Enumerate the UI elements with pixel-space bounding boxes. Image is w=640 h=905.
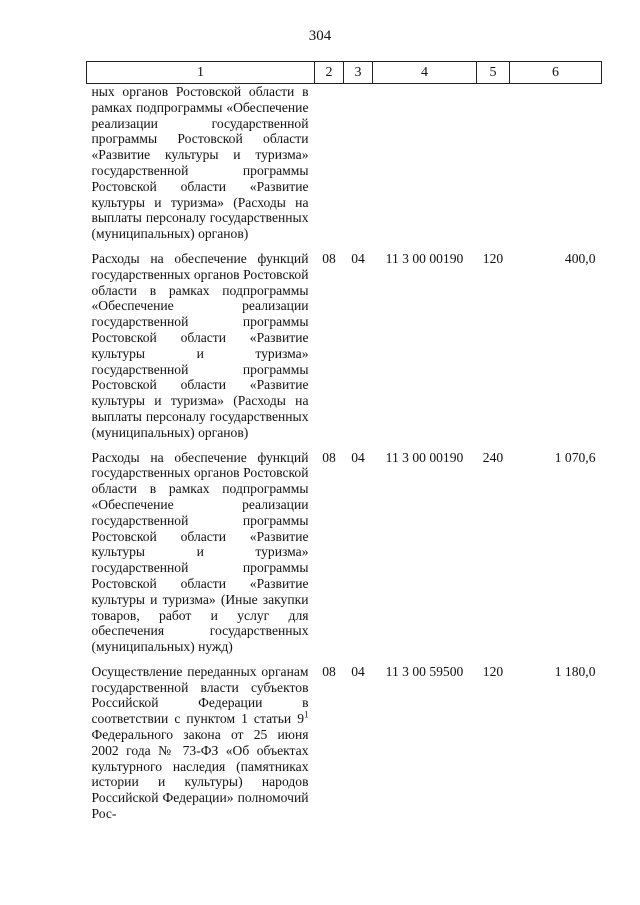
row-section-code: 08 (322, 250, 336, 266)
row-expense-type: 120 (482, 250, 504, 266)
superscript-index: 1 (304, 709, 309, 720)
row-amount: 400,0 (564, 250, 596, 266)
row-expense-type: 240 (482, 449, 504, 465)
row-description-part: Осуществление переданных органам государственной власти субъектов Российской Федерации в соответствии с пунктом 1 статьи 9 (91, 663, 309, 727)
row-description: ных органов Ростовской области в рамках подпрограммы «Обеспечение реализации государственной программы Ростовской области «Развитие культуры и туризма» государственной программы Ростовской области «Развитие культуры и туризма» (Расходы на выплаты персоналу государственных (муниципальных) органов) (91, 84, 309, 242)
page-number: 304 (308, 28, 332, 44)
row-target-article (373, 84, 477, 242)
row-target-article: 11 3 00 00190 (385, 449, 464, 465)
header-col-5: 5 (477, 62, 510, 84)
row-amount: 1 180,0 (554, 663, 596, 679)
row-amount: 1 070,6 (554, 449, 596, 465)
row-description: Расходы на обеспечение функций государственных органов Ростовской области в рамках подпрограммы «Обеспечение реализации государственной программы Ростовской области «Развитие культуры и туризма» государственной программы Ростовской области «Развитие культуры и туризма» (Иные закупки товаров, работ и услуг для обеспечения государственных (муниципальных) нужд) (91, 449, 309, 655)
row-amount (510, 84, 602, 242)
header-col-3: 3 (344, 62, 373, 84)
table-row (87, 655, 602, 822)
header-col-1: 1 (87, 62, 315, 84)
row-section-code: 08 (322, 663, 336, 679)
row-target-article: 11 3 00 00190 (385, 250, 464, 266)
budget-table (86, 61, 602, 822)
table-header (87, 62, 602, 84)
table-row (87, 84, 602, 242)
row-target-article: 11 3 00 59500 (385, 663, 464, 679)
header-row (87, 62, 602, 84)
table-body (87, 84, 602, 822)
row-subsection-code: 04 (351, 449, 365, 465)
row-expense-type: 120 (482, 663, 504, 679)
header-col-4: 4 (373, 62, 477, 84)
table-row (87, 242, 602, 441)
header-col-2: 2 (315, 62, 344, 84)
header-col-6: 6 (510, 62, 602, 84)
row-expense-type (477, 84, 510, 242)
row-subsection-code: 04 (351, 663, 365, 679)
row-subsection-code (344, 84, 373, 242)
table-row (87, 441, 602, 655)
row-description: Расходы на обеспечение функций государственных органов Ростовской области в рамках подпрограммы «Обеспечение реализации государственной программы Ростовской области «Развитие культуры и туризма» государственной программы Ростовской области «Развитие культуры и туризма» (Расходы на выплаты персоналу государственных (муниципальных) органов) (91, 250, 309, 440)
row-subsection-code: 04 (351, 250, 365, 266)
row-section-code (315, 84, 344, 242)
row-section-code: 08 (322, 449, 336, 465)
row-description-part: Федерального закона от 25 июня 2002 года № 73-ФЗ «Об объектах культурного наследия (памятниках истории и культуры) народов Российской Федерации» полномочий Рос- (91, 727, 309, 822)
row-description (87, 655, 315, 822)
